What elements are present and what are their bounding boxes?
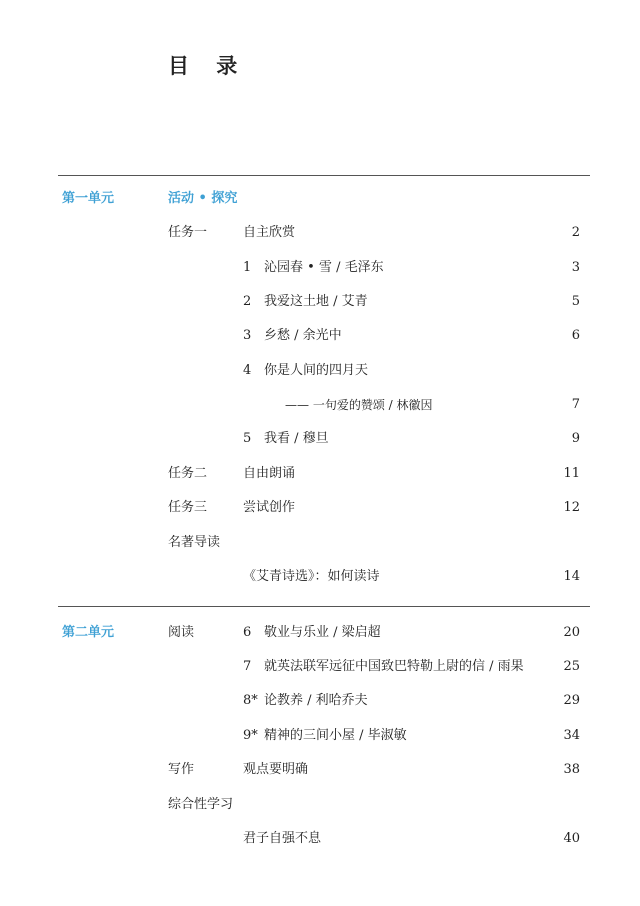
entry-title[interactable]: 我看 / 穆旦 [264, 431, 329, 446]
toc-row[interactable] [0, 725, 640, 747]
page-number: 25 [563, 659, 580, 674]
entry-title[interactable]: 自主欣赏 [243, 225, 296, 240]
entry-title[interactable]: 论教养 / 利哈乔夫 [264, 693, 368, 708]
toc-row[interactable] [0, 656, 640, 678]
toc-row [0, 188, 640, 210]
task-label: 任务一 [168, 225, 208, 240]
toc-row[interactable] [0, 325, 640, 347]
lesson-number: 8* [243, 693, 258, 708]
toc-row[interactable] [0, 428, 640, 450]
unit-label: 第二单元 [62, 625, 115, 640]
entry-title[interactable]: 沁园春 • 雪 / 毛泽东 [264, 260, 384, 275]
toc-row[interactable] [0, 622, 640, 644]
entry-title[interactable]: 我爱这土地 / 艾青 [264, 294, 368, 309]
page-number: 34 [563, 728, 580, 743]
entry-subtitle[interactable]: —— 一句爱的赞颂 / 林徽因 [285, 398, 433, 412]
task-label: 任务三 [168, 500, 208, 515]
task-label: 综合性学习 [168, 797, 234, 812]
entry-title[interactable]: 你是人间的四月天 [264, 363, 369, 378]
page-number: 29 [563, 693, 580, 708]
toc-row[interactable] [0, 360, 640, 382]
entry-title[interactable]: 自由朗诵 [243, 466, 296, 481]
unit-label: 第一单元 [62, 191, 115, 206]
toc-row[interactable] [0, 566, 640, 588]
toc-row[interactable] [0, 497, 640, 519]
lesson-number: 1 [243, 260, 252, 275]
toc-row[interactable] [0, 828, 640, 850]
task-label: 写作 [168, 762, 195, 777]
page-number: 2 [571, 225, 580, 240]
unit-theme: 活动 • 探究 [168, 191, 238, 206]
page-number: 3 [571, 260, 580, 275]
entry-title[interactable]: 就英法联军远征中国致巴特勒上尉的信 / 雨果 [264, 659, 524, 674]
page-number: 11 [563, 466, 580, 481]
task-label: 名著导读 [168, 535, 221, 550]
page-number: 20 [563, 625, 580, 640]
lesson-number: 3 [243, 328, 252, 343]
lesson-number: 5 [243, 431, 252, 446]
page-number: 14 [563, 569, 580, 584]
entry-title[interactable]: 敬业与乐业 / 梁启超 [264, 625, 381, 640]
lesson-number: 7 [243, 659, 252, 674]
entry-title[interactable]: 《艾青诗选》：如何读诗 [243, 569, 380, 584]
toc-row[interactable] [0, 690, 640, 712]
toc-row[interactable] [0, 222, 640, 244]
page-number: 40 [563, 831, 580, 846]
lesson-number: 9* [243, 728, 258, 743]
toc-row[interactable] [0, 759, 640, 781]
toc-row[interactable] [0, 257, 640, 279]
page-number: 9 [571, 431, 580, 446]
entry-title[interactable]: 乡愁 / 余光中 [264, 328, 342, 343]
task-label: 阅读 [168, 625, 195, 640]
entry-title[interactable]: 君子自强不息 [243, 831, 322, 846]
lesson-number: 4 [243, 363, 252, 378]
entry-title[interactable]: 尝试创作 [243, 500, 296, 515]
lesson-number: 2 [243, 294, 252, 309]
page-number: 12 [563, 500, 580, 515]
toc-row[interactable] [0, 463, 640, 485]
toc-row[interactable] [0, 291, 640, 313]
entry-title[interactable]: 观点要明确 [243, 762, 309, 777]
lesson-number: 6 [243, 625, 252, 640]
toc-row [0, 532, 640, 554]
page-number: 38 [563, 762, 580, 777]
toc-row [0, 794, 640, 816]
page-number: 7 [571, 397, 580, 412]
task-label: 任务二 [168, 466, 208, 481]
page-number: 6 [571, 328, 580, 343]
page-title: 目 录 [168, 53, 248, 78]
page-number: 5 [571, 294, 580, 309]
section-divider [58, 606, 590, 607]
toc-row[interactable] [0, 394, 640, 416]
entry-title[interactable]: 精神的三间小屋 / 毕淑敏 [264, 728, 407, 743]
section-divider [58, 175, 590, 176]
